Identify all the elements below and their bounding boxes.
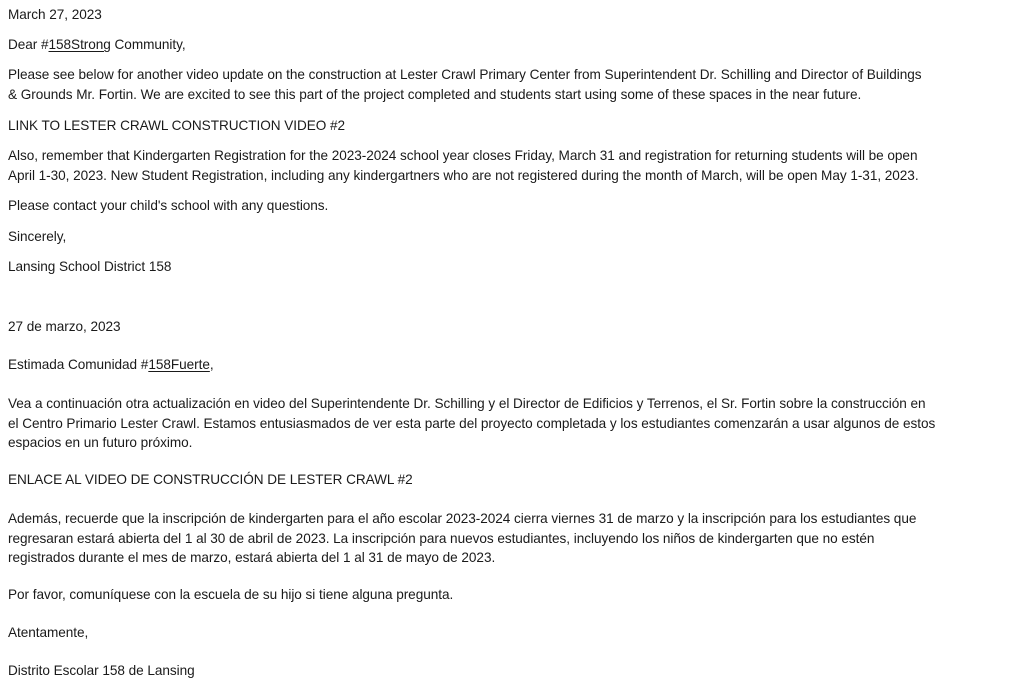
paragraph-line: el Centro Primario Lester Crawl. Estamos entusiasmados de ver esta parte del proyecto completada y los estudiantes comenzarán a usar algunos de estos — [8, 415, 936, 431]
spanish-signature: Distrito Escolar 158 de Lansing — [8, 663, 195, 678]
paragraph-line: April 1-30, 2023. New Student Registration, including any kindergartners who are not registered during the month of March, will be open May 1-31, 2023. — [8, 167, 919, 183]
spanish-date: 27 de marzo, 2023 — [8, 319, 121, 334]
greeting-suffix: , — [209, 357, 214, 372]
english-contact-line: Please contact your child's school with any questions. — [8, 198, 329, 213]
greeting-prefix: Estimada Comunidad # — [8, 357, 149, 372]
english-paragraph-registration — [8, 146, 1016, 185]
english-greeting — [8, 35, 1016, 54]
greeting-prefix: Dear # — [8, 37, 49, 52]
paragraph-line: Also, remember that Kindergarten Registration for the 2023-2024 school year closes Friday, March 31 and registration for returning students will be open — [8, 148, 918, 163]
english-date: March 27, 2023 — [8, 7, 102, 22]
english-video-link[interactable]: LINK TO LESTER CRAWL CONSTRUCTION VIDEO #2 — [8, 118, 346, 133]
spanish-paragraph-registration — [8, 509, 1016, 568]
greeting-suffix: Community, — [110, 37, 186, 52]
hashtag-link-158fuerte[interactable]: 158Fuerte — [148, 357, 210, 372]
paragraph-line: Además, recuerde que la inscripción de kindergarten para el año escolar 2023-2024 cierra viernes 31 de marzo y la inscripción para los estudiantes que — [8, 511, 917, 526]
spanish-greeting — [8, 355, 1016, 374]
spanish-contact-line: Por favor, comuníquese con la escuela de su hijo si tiene alguna pregunta. — [8, 587, 454, 602]
paragraph-line: regresaran estará abierta del 1 al 30 de abril de 2023. La inscripción para nuevos estudiantes, incluyendo los niños de kindergarten que no estén — [8, 530, 875, 546]
spanish-video-link[interactable]: ENLACE AL VIDEO DE CONSTRUCCIÓN DE LESTER CRAWL #2 — [8, 472, 413, 487]
hashtag-link-158strong[interactable]: 158Strong — [48, 37, 111, 52]
paragraph-line: Please see below for another video update on the construction at Lester Crawl Primary Center from Superintendent Dr. Schilling and Director of Buildings — [8, 67, 922, 82]
paragraph-line: & Grounds Mr. Fortin. We are excited to see this part of the project completed and students start using some of these spaces in the near future. — [8, 86, 862, 102]
english-signature: Lansing School District 158 — [8, 259, 172, 274]
paragraph-line: registrados durante el mes de marzo, estará abierta del 1 al 31 de mayo de 2023. — [8, 550, 496, 565]
paragraph-line: Vea a continuación otra actualización en video del Superintendente Dr. Schilling y el Director de Edificios y Terrenos, el Sr. Fortin sobre la construcción en — [8, 396, 926, 411]
english-paragraph-construction — [8, 65, 1016, 104]
spanish-paragraph-construction — [8, 394, 1016, 453]
english-closing: Sincerely, — [8, 229, 67, 244]
spanish-closing: Atentamente, — [8, 625, 89, 640]
paragraph-line: espacios en un futuro próximo. — [8, 435, 193, 450]
